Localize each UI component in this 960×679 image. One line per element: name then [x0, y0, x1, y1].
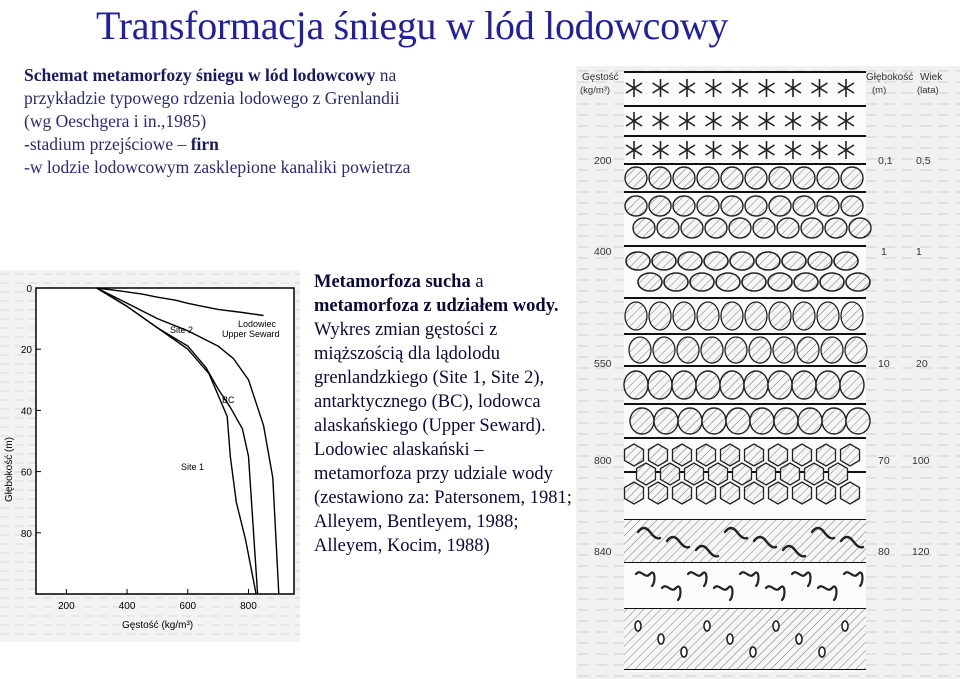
density-depth-graph — [0, 270, 300, 642]
firn-grain — [681, 218, 703, 238]
firn-grain — [652, 252, 676, 270]
label-bc: BC — [222, 395, 235, 405]
air-bubble — [727, 634, 733, 644]
firn-grain — [793, 167, 815, 189]
firn-grain — [729, 218, 751, 238]
header-age: Wiek — [920, 72, 943, 83]
firn-grain — [633, 218, 655, 238]
ice-crystal — [805, 463, 824, 485]
firn-grain — [726, 408, 750, 434]
row5-density: 840 — [594, 546, 612, 558]
row1-depth: 0,1 — [878, 155, 893, 167]
y-tick-label: 80 — [20, 528, 32, 540]
firn-grain — [756, 252, 780, 270]
air-bubble — [704, 621, 710, 631]
firn-grain — [816, 371, 840, 399]
firn-grain — [744, 371, 768, 399]
firn-grain — [673, 196, 695, 216]
ice-crystal — [637, 463, 656, 485]
firn-grain — [769, 167, 791, 189]
ice-crystal — [661, 463, 680, 485]
firn-grain — [742, 273, 766, 291]
firn-grain — [841, 167, 863, 189]
ice-crystal — [841, 482, 860, 504]
firn-grain — [657, 218, 679, 238]
label-lodowiec: Lodowiec — [238, 319, 277, 329]
ice-crystal — [817, 482, 836, 504]
header-age-unit: (lata) — [917, 85, 939, 96]
firn-grain — [792, 371, 816, 399]
ice-crystal — [745, 444, 764, 466]
ice-crystal — [697, 444, 716, 466]
firn-grain — [822, 408, 846, 434]
ice-crystal — [781, 463, 800, 485]
firn-grain — [825, 218, 847, 238]
desc-text-1: a — [470, 272, 484, 292]
firn-grain — [701, 337, 723, 363]
ice-crystal — [817, 444, 836, 466]
firn-grain — [817, 167, 839, 189]
y-tick-label: 40 — [20, 406, 32, 418]
firn-grain — [705, 218, 727, 238]
firn-grain — [664, 273, 688, 291]
row2-depth: 1 — [881, 246, 887, 258]
y-tick-label: 60 — [20, 467, 32, 479]
firn-grain — [730, 252, 754, 270]
ice-crystal — [673, 444, 692, 466]
firn-grain — [704, 252, 728, 270]
firn-grain — [768, 273, 792, 291]
firn-grain — [625, 167, 647, 189]
intro-line-1-rest: na — [375, 65, 397, 85]
description-text — [314, 270, 574, 558]
firn-grain — [821, 337, 843, 363]
row5-age: 120 — [912, 546, 930, 558]
desc-bold-1: Metamorfoza sucha — [314, 272, 471, 292]
firn-grain — [846, 273, 870, 291]
firn-grain — [753, 218, 775, 238]
header-depth-unit: (m) — [872, 85, 887, 96]
y-tick-label: 20 — [20, 345, 32, 357]
firn-grain — [630, 408, 654, 434]
firn-grain — [696, 371, 720, 399]
firn-grain — [626, 252, 650, 270]
firn-grain — [629, 337, 651, 363]
firn-grain — [849, 218, 871, 238]
air-bubble — [635, 621, 641, 631]
ice-block — [624, 520, 866, 562]
desc-text-2: Wykres zmian gęstości z miąższością dla lądolodu grenlandzkiego (Site 1, Site 2), antarktycznego (BC), lodowca alaskańskiego (Upper Seward). Lodowiec alaskański – metamorfoza przy udziale wody (zestawiono za: Patersonem, 1981; Alleyem, Bentleyem, 1988; Alleyem, Kocim, 1988) — [314, 320, 572, 556]
y-axis-label: Głębokość (m) — [4, 436, 15, 502]
firn-grain — [777, 218, 799, 238]
firn-grain — [678, 408, 702, 434]
firn-grain — [716, 273, 740, 291]
row2-density: 400 — [594, 246, 612, 258]
ice-crystal — [721, 444, 740, 466]
firn-grain — [654, 408, 678, 434]
firn-grain — [773, 337, 795, 363]
header-density: Gęstość — [582, 72, 619, 83]
label-upper-seward: Upper Seward — [222, 329, 280, 339]
air-bubble — [819, 647, 825, 657]
firn-grain — [782, 252, 806, 270]
firn-grain — [834, 252, 858, 270]
firn-grain — [697, 167, 719, 189]
row1-age: 0,5 — [916, 155, 931, 167]
intro-line-5: -w lodzie lodowcowym zasklepione kanaliki powietrza — [24, 157, 411, 177]
air-bubble — [773, 621, 779, 631]
stratigraphy-figure — [576, 66, 960, 679]
firn-grain — [648, 371, 672, 399]
firn-grain — [745, 302, 767, 330]
firn-grain — [774, 408, 798, 434]
firn-grain — [649, 196, 671, 216]
label-site2: Site 2 — [170, 325, 194, 335]
intro-line-4 — [24, 133, 544, 156]
ice-crystal — [829, 463, 848, 485]
firn-grain — [638, 273, 662, 291]
firn-grain — [817, 302, 839, 330]
x-axis-label: Gęstość (kg/m³) — [122, 620, 194, 631]
firn-grain — [697, 196, 719, 216]
firn-grain — [769, 302, 791, 330]
row3-density: 550 — [594, 358, 612, 370]
intro-line-1 — [24, 64, 544, 87]
firn-grain — [793, 302, 815, 330]
x-tick-label: 400 — [118, 601, 136, 612]
firn-grain — [721, 167, 743, 189]
firn-grain — [690, 273, 714, 291]
firn-grain — [653, 337, 675, 363]
firn-grain — [673, 167, 695, 189]
ice-crystal — [673, 482, 692, 504]
firn-grain — [769, 196, 791, 216]
ice-crystal — [733, 463, 752, 485]
firn-grain — [840, 371, 864, 399]
row2-age: 1 — [916, 246, 922, 258]
firn-grain — [745, 167, 767, 189]
firn-grain — [725, 337, 747, 363]
row3-depth: 10 — [878, 358, 890, 370]
air-bubble — [658, 634, 664, 644]
firn-grain — [793, 196, 815, 216]
x-tick-label: 200 — [58, 601, 75, 612]
row4-depth: 70 — [878, 455, 890, 467]
firn-grain — [750, 408, 774, 434]
header-depth: Głębokość — [866, 72, 914, 83]
firn-grain — [846, 408, 870, 434]
y-tick-label: 0 — [26, 284, 32, 295]
firn-grain — [841, 302, 863, 330]
ice-crystal — [745, 482, 764, 504]
intro-line-3: (wg Oeschgera i in.,1985) — [24, 111, 207, 131]
firn-grain — [721, 196, 743, 216]
row3-age: 20 — [916, 358, 928, 370]
intro-bold: Schemat metamorfozy śniegu w lód lodowcowy — [24, 65, 376, 85]
intro-firn: firn — [190, 134, 219, 154]
ice-crystal — [793, 444, 812, 466]
firn-grain — [808, 252, 832, 270]
firn-grain — [649, 167, 671, 189]
firn-grain — [745, 196, 767, 216]
firn-grain — [817, 196, 839, 216]
desc-bold-2: metamorfoza z udziałem wody. — [314, 296, 559, 316]
firn-grain — [794, 273, 818, 291]
firn-grain — [801, 218, 823, 238]
ice-crystal — [757, 463, 776, 485]
firn-grain — [697, 302, 719, 330]
firn-grain — [625, 196, 647, 216]
row5-depth: 80 — [878, 546, 890, 558]
air-bubble — [842, 621, 848, 631]
ice-crystal — [721, 482, 740, 504]
ice-crystal — [649, 444, 668, 466]
intro-line-2: przykładzie typowego rdzenia lodowego z Grenlandii — [24, 88, 400, 108]
ice-crystal — [769, 482, 788, 504]
firn-grain — [677, 337, 699, 363]
firn-grain — [673, 302, 695, 330]
firn-grain — [720, 371, 744, 399]
firn-grain — [768, 371, 792, 399]
firn-grain — [798, 408, 822, 434]
row1-density: 200 — [594, 155, 612, 167]
ice-crystal — [625, 444, 644, 466]
ice-crystal — [709, 463, 728, 485]
air-bubble — [681, 647, 687, 657]
ice-crystal — [841, 444, 860, 466]
x-tick-label: 800 — [240, 601, 257, 612]
row4-density: 800 — [594, 455, 612, 467]
firn-grain — [702, 408, 726, 434]
air-bubble — [796, 634, 802, 644]
air-bubble — [750, 647, 756, 657]
intro-text — [24, 64, 544, 179]
label-site1: Site 1 — [181, 462, 205, 472]
firn-grain — [721, 302, 743, 330]
firn-grain — [845, 337, 867, 363]
ice-crystal — [769, 444, 788, 466]
firn-grain — [797, 337, 819, 363]
ice-crystal — [625, 482, 644, 504]
intro-line-4-pre: -stadium przejściowe – — [24, 134, 191, 154]
firn-grain — [678, 252, 702, 270]
firn-grain — [841, 196, 863, 216]
ice-crystal — [793, 482, 812, 504]
ice-crystal — [685, 463, 704, 485]
firn-grain — [625, 302, 647, 330]
firn-grain — [672, 371, 696, 399]
x-tick-label: 600 — [179, 601, 197, 612]
header-density-unit: (kg/m³) — [580, 85, 611, 96]
firn-grain — [749, 337, 771, 363]
row4-age: 100 — [912, 455, 930, 467]
firn-grain — [820, 273, 844, 291]
ice-crystal — [697, 482, 716, 504]
slide-title: Transformacja śniegu w lód lodowcowy — [96, 3, 729, 48]
ice-crystal — [649, 482, 668, 504]
firn-grain — [624, 371, 648, 399]
firn-grain — [649, 302, 671, 330]
